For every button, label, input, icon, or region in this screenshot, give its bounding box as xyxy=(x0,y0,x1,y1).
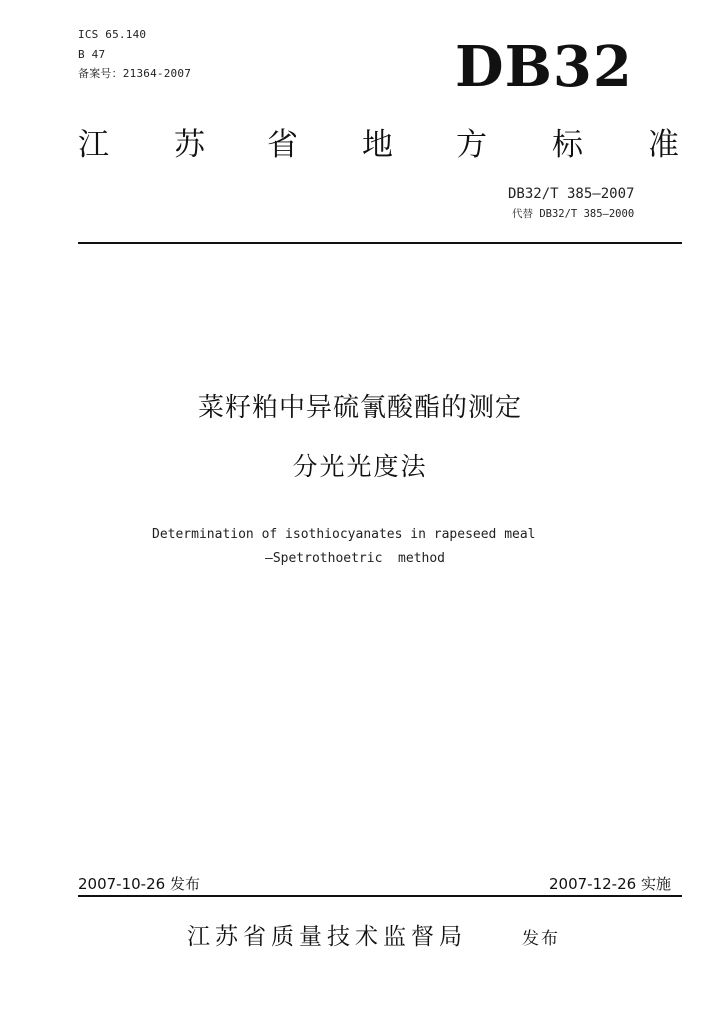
filing-number: 备案号：21364-2007 xyxy=(78,67,192,80)
standard-type-char-7: 准 xyxy=(648,127,679,163)
title-zh-main: 菜籽粕中异硫氰酸酯的测定 xyxy=(197,393,522,423)
issue-date: 2007-10-26 发布 xyxy=(78,875,200,893)
bottom-divider xyxy=(78,895,682,897)
top-divider xyxy=(78,242,682,244)
publisher-suffix: 发布 xyxy=(522,929,560,949)
title-zh-method: 分光光度法 xyxy=(292,452,428,481)
standard-number: DB32/T 385—2007 xyxy=(508,186,635,202)
standard-type-char-1: 江 xyxy=(78,127,109,163)
category-code: B 47 xyxy=(78,48,106,61)
standard-type-char-5: 方 xyxy=(456,127,487,163)
standard-type-char-3: 省 xyxy=(267,127,298,163)
replaced-standard: 代替 DB32/T 385—2000 xyxy=(512,208,635,220)
ics-code: ICS 65.140 xyxy=(78,28,147,41)
publisher-name: 江苏省质量技术监督局 xyxy=(187,924,467,950)
standard-type-char-4: 地 xyxy=(362,127,393,163)
db32-logo: DB32 xyxy=(455,34,633,100)
standard-type-char-2: 苏 xyxy=(174,127,205,163)
implementation-date: 2007-12-26 实施 xyxy=(549,875,671,893)
standard-type-char-6: 标 xyxy=(552,127,583,163)
title-en-method: —Spetrothoetric method xyxy=(265,551,446,566)
title-en-main: Determination of isothiocyanates in rapeseed meal xyxy=(152,527,536,542)
